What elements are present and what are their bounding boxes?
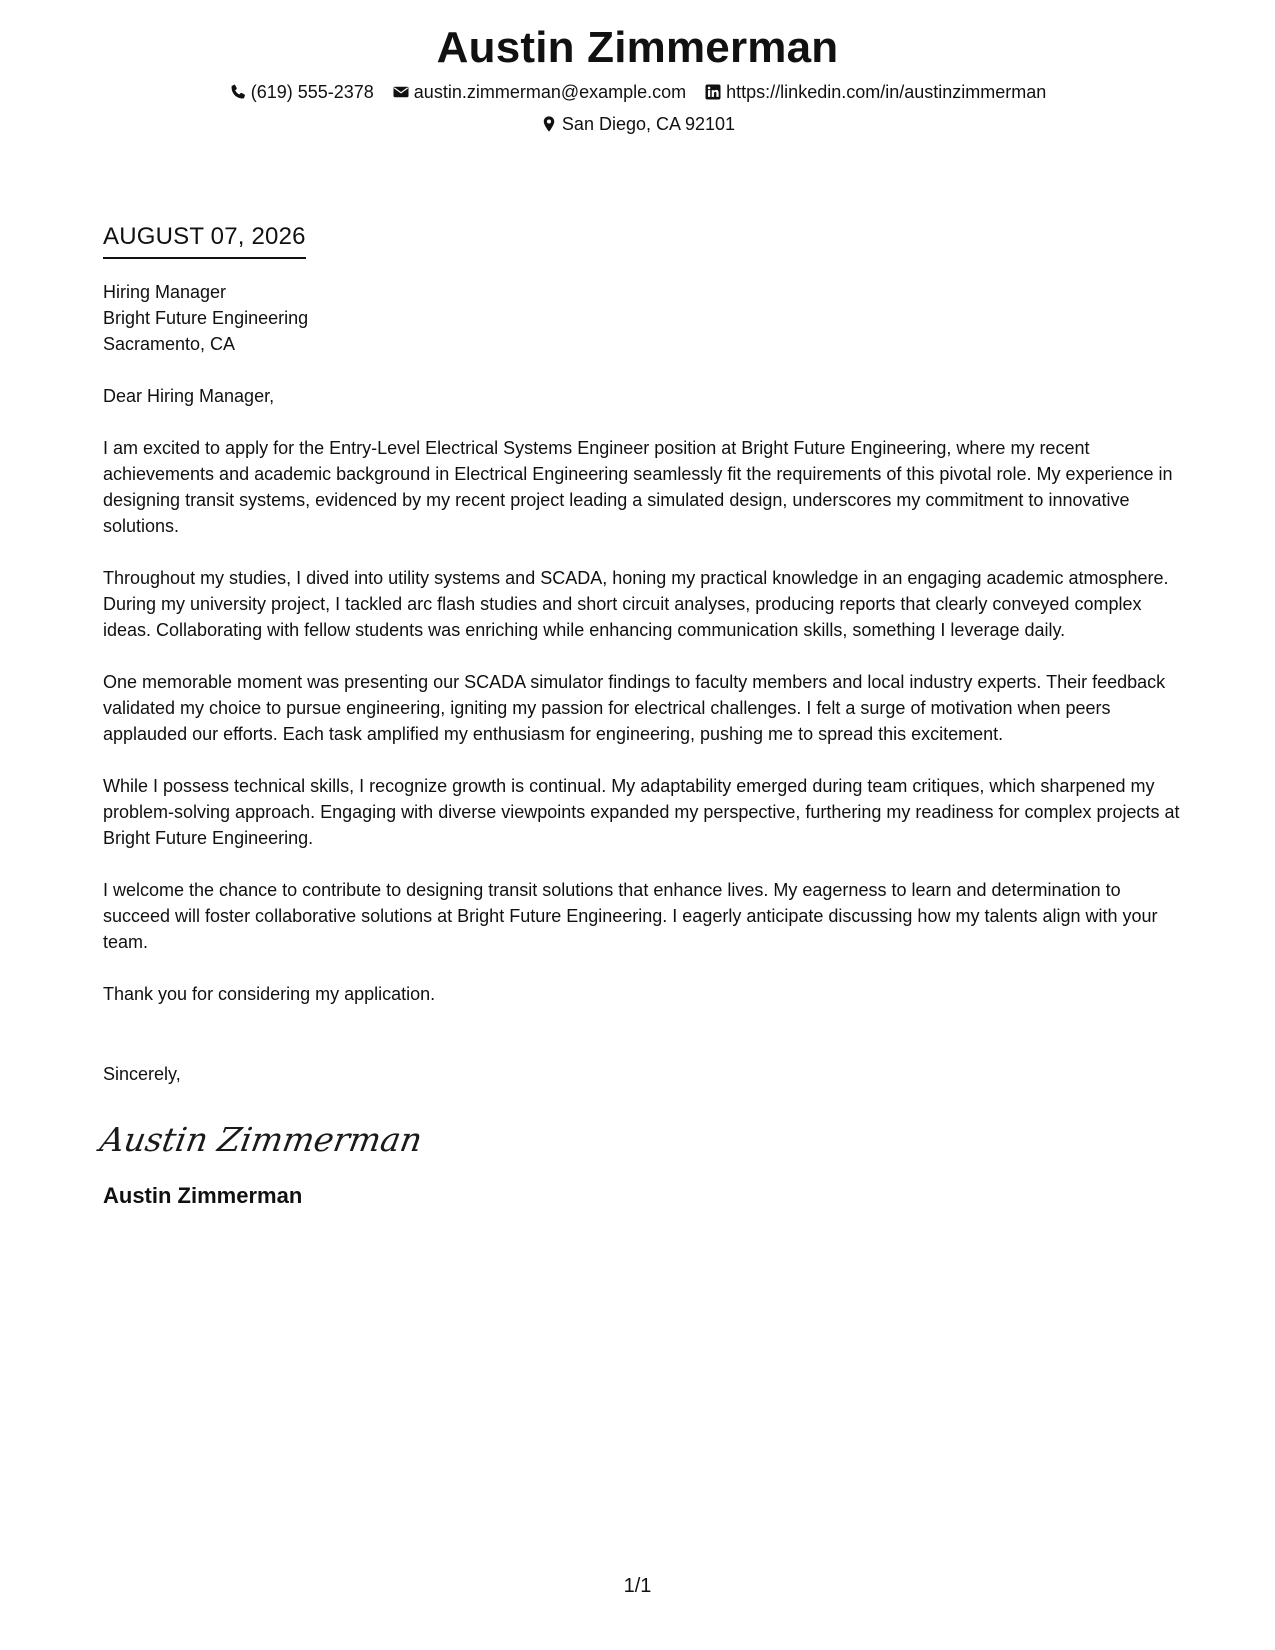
recipient-block [103,279,1183,357]
linkedin-url[interactable]: https://linkedin.com/in/austinzimmerman [726,82,1047,102]
signature-script: Austin Zimmerman [97,1120,426,1159]
email-address: austin.zimmerman@example.com [413,82,687,102]
closing-line: Thank you for considering my application. [103,984,436,1004]
recipient-city: Sacramento, CA [103,334,236,354]
contact-row-secondary [0,112,1275,136]
page-number: 1/1 [623,1575,652,1597]
letter-body [97,219,1183,1211]
letter-date: AUGUST 07, 2026 [103,219,306,259]
body-paragraph: One memorable moment was presenting our SCADA simulator findings to faculty members and local industry experts. Their feedback validated my choice to pursue engineering, igniting my passion for electrical challenges. I felt a surge of motivation when peers applauded our efforts. Each task amplified my enthusiasm for engineering, pushing me to spread this excitement. [103,672,1166,744]
body-paragraph: I welcome the chance to contribute to designing transit solutions that enhance lives. My eagerness to learn and determination to succeed will foster collaborative solutions at Bright Future Engineering. I eagerly anticipate discussing how my talents align with your team. [103,880,1158,952]
phone-number: (619) 555-2378 [250,82,374,102]
envelope-icon [392,83,410,101]
handwritten-signature [97,1115,426,1163]
phone-icon [229,83,247,101]
linkedin-icon [704,83,722,101]
body-paragraph: I am excited to apply for the Entry-Level Electrical Systems Engineer position at Bright Future Engineering, where my recent achievements and academic background in Electrical Engineering seamlessly fit the requirements of this pivotal role. My experience in designing transit systems, evidenced by my recent project leading a simulated design, underscores my commitment to innovative solutions. [103,438,1173,536]
salutation: Dear Hiring Manager, [103,386,275,406]
location-text: San Diego, CA 92101 [561,114,736,134]
linkedin-contact [704,80,1046,104]
applicant-name: Austin Zimmerman [436,23,839,72]
recipient-title: Hiring Manager [103,282,227,302]
signer-name: Austin Zimmerman [103,1183,303,1208]
body-paragraph: Throughout my studies, I dived into utility systems and SCADA, honing my practical knowledge in an engaging academic atmosphere. During my university project, I tackled arc flash studies and short circuit analyses, producing reports that clearly conveyed complex ideas. Collaborating with fellow students was enriching while enhancing communication skills, something I leverage daily. [103,568,1169,640]
location-contact [540,112,735,136]
email-contact [392,80,686,104]
recipient-company: Bright Future Engineering [103,308,309,328]
contact-row-primary [0,80,1275,104]
letter-header [0,20,1275,136]
phone-contact [229,80,374,104]
map-pin-icon [540,115,558,133]
body-paragraph: While I possess technical skills, I recognize growth is continual. My adaptability emerged during team critiques, which sharpened my problem-solving approach. Engaging with diverse viewpoints expanded my perspective, furthering my readiness for complex projects at Bright Future Engineering. [103,776,1180,848]
signoff: Sincerely, [103,1064,181,1084]
